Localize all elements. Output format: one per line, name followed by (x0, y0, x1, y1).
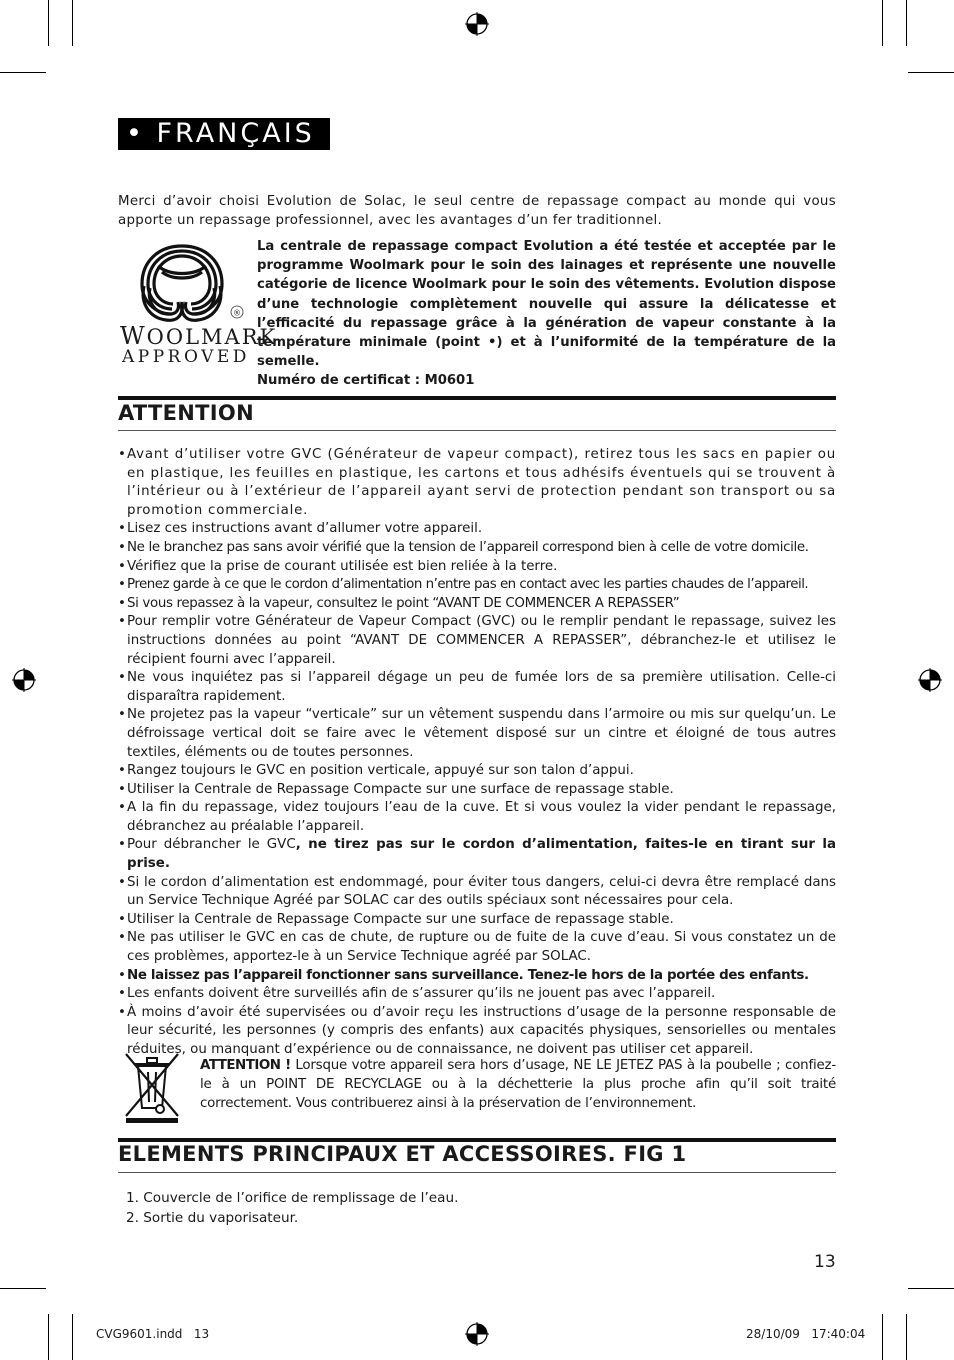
crop-mark (0, 72, 46, 73)
slug-timestamp: 28/10/09 17:40:04 (746, 1327, 866, 1341)
crop-mark (906, 0, 907, 46)
section-underline (118, 430, 836, 431)
elements-list (126, 1189, 458, 1228)
page-number: 13 (814, 1252, 836, 1272)
crop-mark (908, 1288, 954, 1289)
list-item: • À moins d’avoir été supervisées ou d’avoir reçu les instructions d’usage de la personne responsable de leur sécurité, les personnes (y compris des enfants) aux capacités physiques, sensorielles ou mentales réduites, ou manquant d’expérience ou de connaissance, ne doivent pas utiliser cet appareil. (118, 1004, 836, 1060)
list-item (118, 967, 836, 986)
list-item: • A la fin du repassage, videz toujours l’eau de la cuve. Et si vous voulez la vider pendant le repassage, débranchez au préalable l’appareil. (118, 799, 836, 836)
list-item-emphasis: Ne laissez pas l’appareil fonctionner sans surveillance. Tenez-le hors de la portée des enfants. (127, 967, 809, 983)
intro-paragraph: Merci d’avoir choisi Evolution de Solac, le seul centre de repassage compact au monde qui vous apporte un repassage professionnel, avec les avantages d’un fer traditionnel. (118, 194, 836, 228)
woolmark-description: La centrale de repassage compact Evolution a été testée et acceptée par le programme Woolmark pour le soin des lainages et représente une nouvelle catégorie de licence Woolmark pour le soin des vêtements. Evolution dispose d’une technologie complètement nouvelle qui assure la délicatesse et l’efficacité du repassage grâce à la génération de vapeur constante à la température minimale (point •) et à l’uniformité de la température de la semelle. (257, 239, 836, 370)
list-item: • Ne le branchez pas sans avoir vérifié que la tension de l’appareil correspond bien à celle de votre domicile. (118, 539, 836, 558)
registration-mark-icon (465, 1322, 489, 1346)
approved-wordmark: APPROVED (122, 347, 250, 367)
list-item: 1. Couvercle de l’orifice de remplissage de l’eau. (126, 1190, 459, 1206)
list-item: • Ne pas utiliser le GVC en cas de chute, de rupture ou de fuite de la cuve d’eau. Si vous constatez un de ces problèmes, apportez-le à un Service Technique agréé par SOLAC. (118, 929, 836, 966)
crop-mark (882, 1314, 883, 1360)
recycling-text: Lorsque votre appareil sera hors d’usage, NE LE JETEZ PAS à la poubelle ; confiez-le à un POINT DE RECYCLAGE ou à la déchetterie la plus proche afin qu’il soit traité correctement. Vous contribuerez ainsi à la préservation de l’environnement. (200, 1058, 837, 1111)
recycling-label: ATTENTION ! (200, 1058, 291, 1073)
list-item: • Rangez toujours le GVC en position verticale, appuyé sur son talon d’appui. (118, 762, 836, 781)
registered-mark: ® (233, 308, 241, 318)
list-item: • Ne projetez pas la vapeur “verticale” sur un vêtement suspendu dans l’armoire ou mis sur quelqu’un. Le défroissage vertical doit se faire avec le vêtement disposé sur un cintre et éloigné de tous autres textiles, éléments ou de toutes personnes. (118, 706, 836, 762)
list-item: • Prenez garde à ce que le cordon d’alimentation n’entre pas en contact avec les parties chaudes de l’appareil. (118, 576, 836, 595)
list-item-emphasis: , ne tirez pas sur le cordon d’alimentation, faites-le en tirant sur la prise. (127, 837, 836, 872)
attention-list (118, 446, 836, 1060)
woolmark-paragraph (257, 237, 836, 391)
crop-mark (906, 1314, 907, 1360)
crossed-out-wheelie-bin-icon (122, 1052, 182, 1124)
list-item: • Pour remplir votre Générateur de Vapeur Compact (GVC) ou le remplir pendant le repassage, suivez les instructions données au point “AVANT DE COMMENCER A REPASSER”, débranchez-le et utilisez le récipient fourni avec l’appareil. (118, 613, 836, 669)
woolmark-rest: OOLMARK (146, 325, 278, 349)
section-title-attention: ATTENTION (118, 401, 254, 425)
section-title-elements: ELEMENTS PRINCIPAUX ET ACCESSOIRES. FIG 1 (118, 1142, 687, 1166)
crop-mark (0, 1288, 46, 1289)
registration-mark-icon (918, 668, 942, 692)
language-header: • FRANÇAIS (118, 118, 330, 150)
crop-mark (48, 1314, 49, 1360)
woolmark-initial: W (120, 322, 147, 350)
recycling-notice (200, 1056, 836, 1113)
list-item: 2. Sortie du vaporisateur. (126, 1209, 299, 1226)
list-item: • Vérifiez que la prise de courant utilisée est bien reliée à la terre. (118, 558, 836, 577)
slug-filename: CVG9601.indd 13 (96, 1327, 210, 1341)
woolmark-wordmark (120, 322, 277, 350)
crop-mark (882, 0, 883, 46)
section-rule (118, 396, 836, 400)
list-item: • Utiliser la Centrale de Repassage Compacte sur une surface de repassage stable. (118, 781, 836, 800)
crop-mark (72, 0, 73, 46)
list-item-text: Pour débrancher le GVC (127, 837, 296, 853)
registration-mark-icon (12, 668, 36, 692)
crop-mark (48, 0, 49, 46)
certificate-number: Numéro de certificat : M0601 (257, 373, 475, 389)
list-item (118, 836, 836, 873)
list-item: • Si le cordon d’alimentation est endommagé, pour éviter tous dangers, celui-ci devra être remplacé dans un Service Technique Agréé par SOLAC car des outils spéciaux sont nécessaires pour cela. (118, 874, 836, 911)
registration-mark-icon (465, 12, 489, 36)
crop-mark (72, 1314, 73, 1360)
list-item: • Les enfants doivent être surveillés afin de s’assurer qu’ils ne jouent pas avec l’appareil. (118, 985, 836, 1004)
list-item: • Ne vous inquiétez pas si l’appareil dégage un peu de fumée lors de sa première utilisation. Celle-ci disparaîtra rapidement. (118, 669, 836, 706)
list-item: • Si vous repassez à la vapeur, consultez le point “AVANT DE COMMENCER A REPASSER” (118, 595, 836, 614)
list-item: • Avant d’utiliser votre GVC (Générateur de vapeur compact), retirez tous les sacs en papier ou en plastique, les feuilles en plastique, les cartons et tous adhésifs éventuels qui se trouvent à l’intérieur ou à l’extérieur de l’appareil ayant servi de protection pendant son transport ou sa promotion commerciale. (118, 446, 836, 520)
list-item: • Utiliser la Centrale de Repassage Compacte sur une surface de repassage stable. (118, 911, 836, 930)
section-underline (118, 1172, 836, 1173)
list-item: • Lisez ces instructions avant d’allumer votre appareil. (118, 520, 836, 539)
crop-mark (908, 72, 954, 73)
